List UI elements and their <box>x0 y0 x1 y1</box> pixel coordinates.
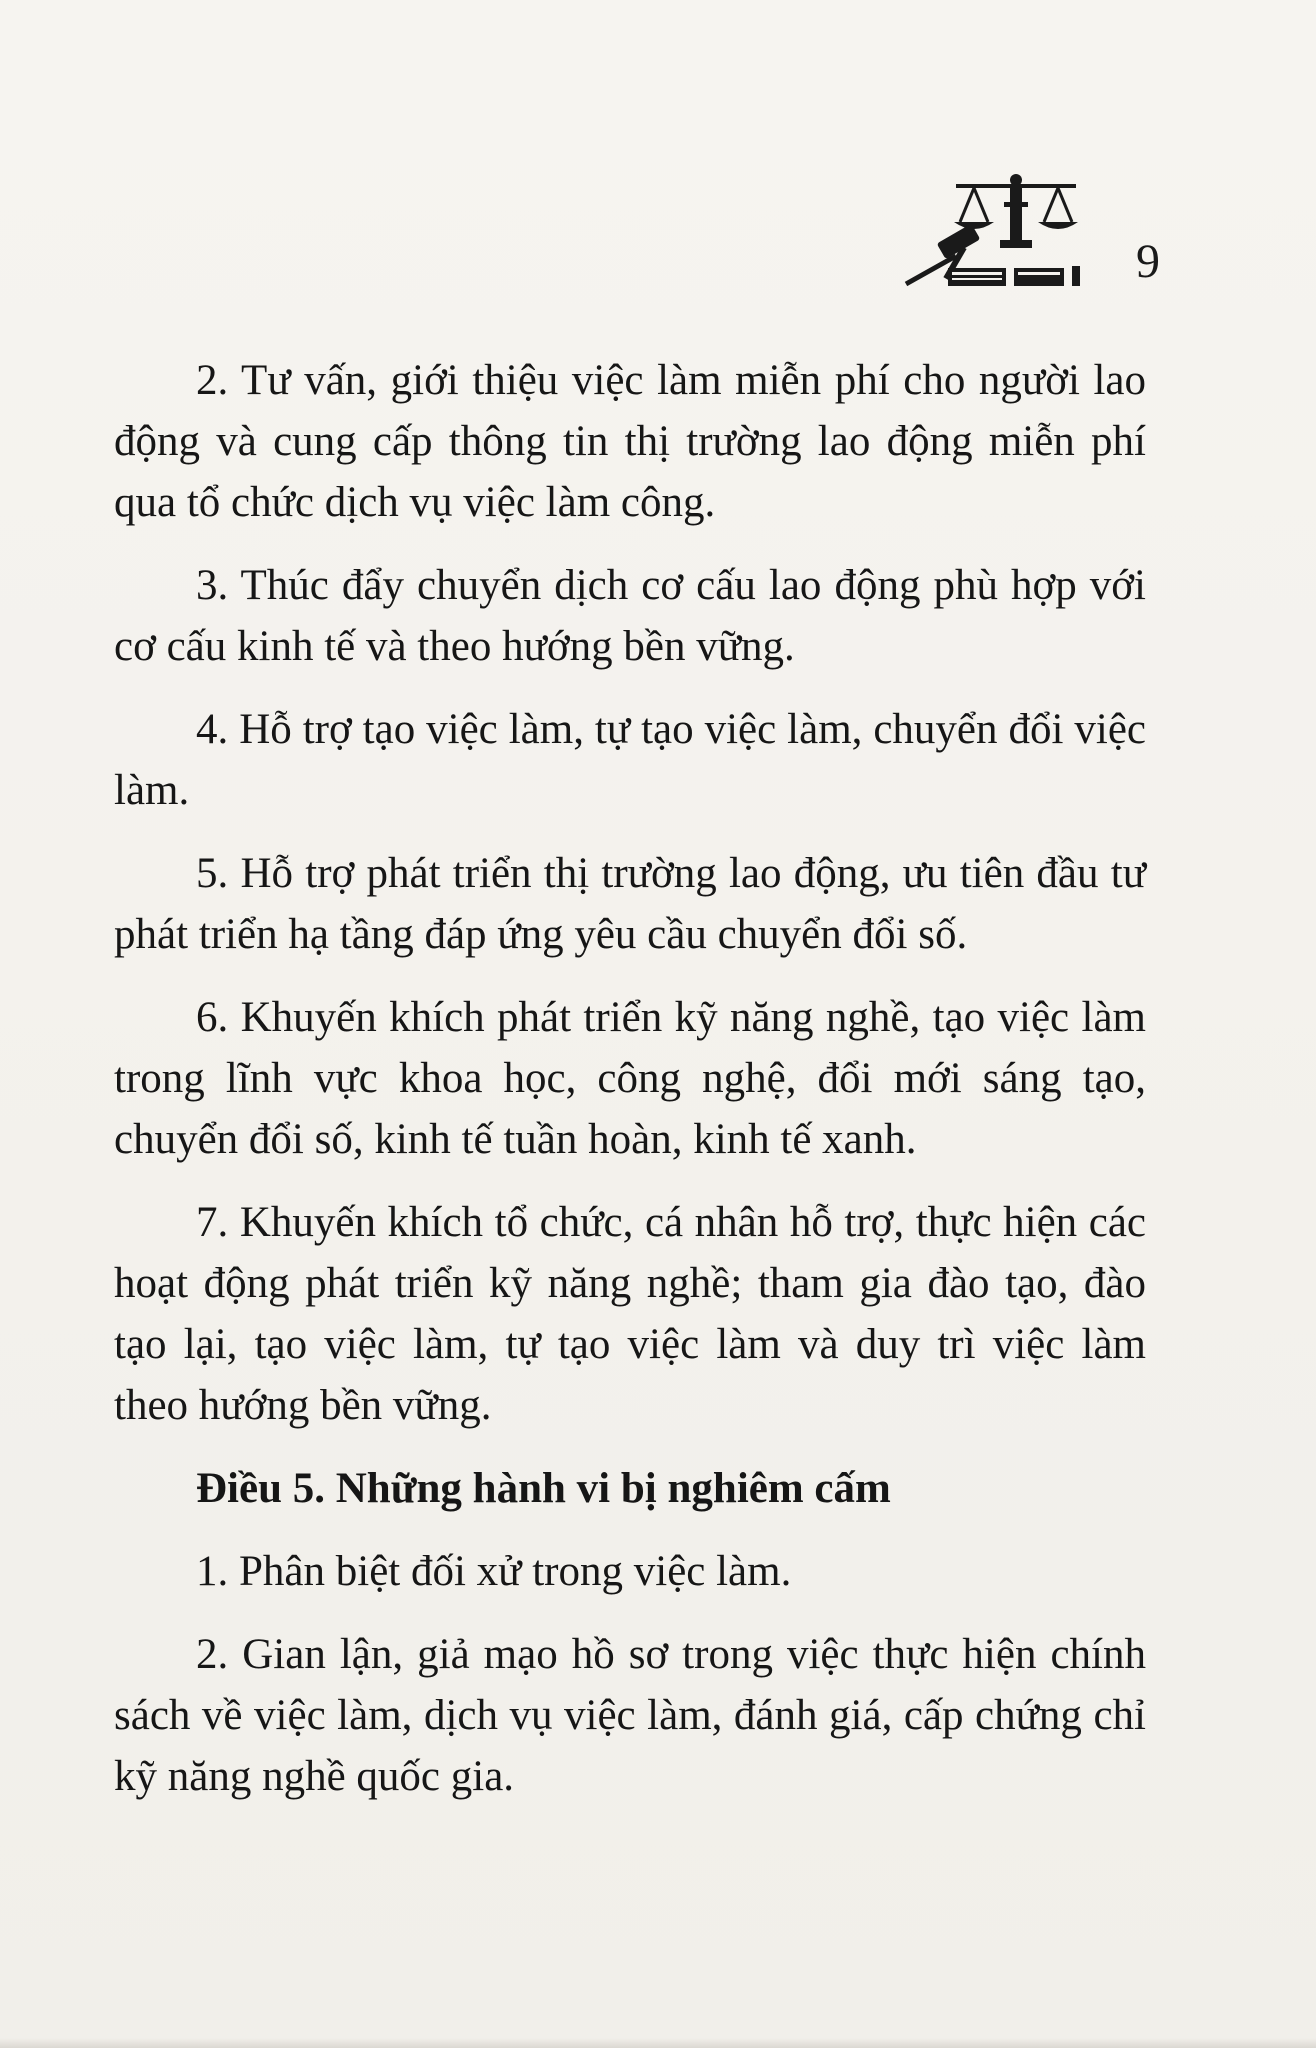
paragraph-4: 4. Hỗ trợ tạo việc làm, tự tạo việc làm, chuyển đổi việc làm. <box>114 706 1146 814</box>
paragraph-7: 7. Khuyến khích tổ chức, cá nhân hỗ trợ, thực hiện các hoạt động phát triển kỹ năng nghề; tham gia đào tạo, đào tạo lại, tạo việc làm, tự tạo việc làm và duy trì việc làm theo hướng bền vững. <box>114 1199 1146 1429</box>
page-edge-shadow <box>0 2038 1316 2048</box>
paragraph-6: 6. Khuyến khích phát triển kỹ năng nghề, tạo việc làm trong lĩnh vực khoa học, công nghệ, đổi mới sáng tạo, chuyển đổi số, kinh tế tuần hoàn, kinh tế xanh. <box>114 994 1146 1163</box>
page-body <box>114 350 1146 1829</box>
paragraph-2: 2. Tư vấn, giới thiệu việc làm miễn phí cho người lao động và cung cấp thông tin thị trường lao động miễn phí qua tổ chức dịch vụ việc làm công. <box>114 357 1146 526</box>
article-clause-2: 2. Gian lận, giả mạo hồ sơ trong việc thực hiện chính sách về việc làm, dịch vụ việc làm, đánh giá, cấp chứng chỉ kỹ năng nghề quốc gia. <box>114 1631 1146 1800</box>
scales-of-justice-gavel-icon <box>900 172 1090 292</box>
article-clause-1: 1. Phân biệt đối xử trong việc làm. <box>196 1548 792 1595</box>
paragraph-5: 5. Hỗ trợ phát triển thị trường lao động, ưu tiên đầu tư phát triển hạ tầng đáp ứng yêu cầu chuyển đổi số. <box>114 850 1146 958</box>
paragraph-3: 3. Thúc đẩy chuyển dịch cơ cấu lao động phù hợp với cơ cấu kinh tế và theo hướng bền vững. <box>114 562 1146 670</box>
page-header <box>900 172 1160 292</box>
article-heading: Điều 5. Những hành vi bị nghiêm cấm <box>196 1465 891 1512</box>
page-number: 9 <box>1136 235 1160 288</box>
